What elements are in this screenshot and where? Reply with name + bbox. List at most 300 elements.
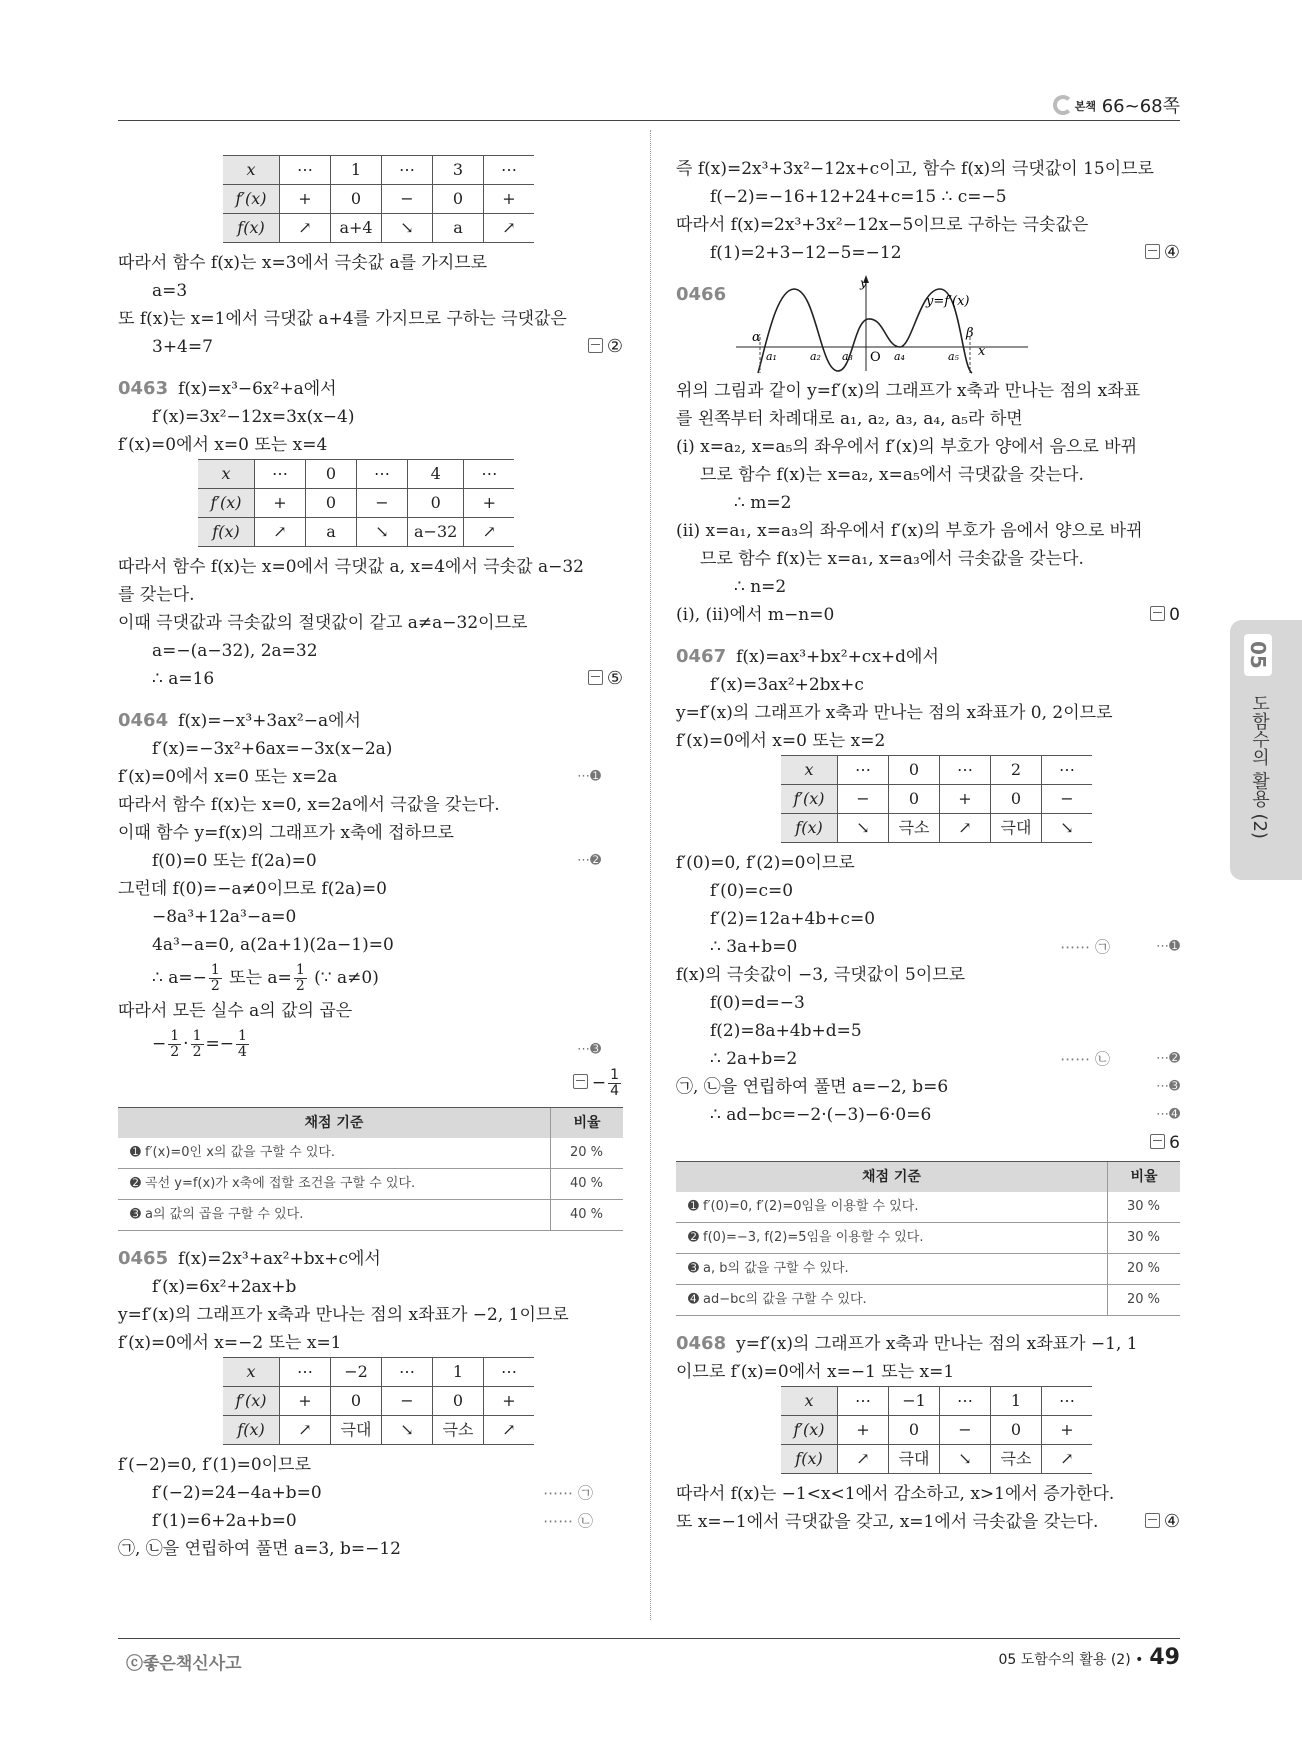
grading-header-criteria: 채점 기준 (118, 1108, 551, 1139)
text-line: f(0)=d=−3 (710, 993, 805, 1013)
equation: f′(−2)=24−4a+b=0 (152, 1483, 322, 1503)
ratio-cell: 30 % (1108, 1223, 1181, 1254)
numerator: 1 (238, 1028, 247, 1044)
table-cell: ⋯ (484, 1358, 535, 1387)
equation: − (152, 1034, 167, 1054)
table-cell: ↗ (484, 214, 535, 243)
table-cell: 3 (433, 156, 484, 185)
table-cell: x (781, 1387, 838, 1416)
text-line (676, 1101, 1180, 1129)
table-cell: f′(x) (781, 1416, 838, 1445)
text-line (118, 665, 623, 693)
table-cell: f′(x) (781, 785, 838, 814)
equation: 또 x=−1에서 극댓값을 갖고, x=1에서 극솟값을 갖는다. (676, 1512, 1099, 1532)
text-line: a=−(a−32), 2a=32 (152, 641, 318, 661)
answer-icon (1145, 1513, 1160, 1528)
problem-number: 0463 (118, 378, 169, 399)
numerator: 1 (192, 1028, 202, 1044)
beta-label: β (966, 326, 974, 341)
origin-label: O (870, 350, 881, 365)
equation: f′(1)=6+2a+b=0 (152, 1511, 297, 1531)
table-cell: 0 (306, 489, 357, 518)
text-line (676, 1508, 1180, 1536)
table-row (781, 1387, 1092, 1416)
table-cell: + (255, 489, 306, 518)
table-row (781, 814, 1092, 843)
textbook-reference (1053, 92, 1180, 118)
answer-value: ④ (1163, 1511, 1180, 1532)
numerator: 1 (295, 962, 305, 978)
table-cell: x (223, 156, 280, 185)
table-cell: f′(x) (198, 489, 255, 518)
right-column (676, 155, 1180, 1536)
numerator: 1 (610, 1066, 619, 1083)
table-cell: ⋯ (382, 1358, 433, 1387)
table-cell: f(x) (781, 1445, 838, 1474)
ref-label: 본책 (1074, 100, 1096, 113)
text-line: 이때 극댓값과 극솟값의 절댓값이 같고 a≠a−32이므로 (118, 613, 528, 633)
ratio-cell: 40 % (551, 1169, 624, 1200)
table-cell: + (940, 785, 991, 814)
variation-table (781, 1386, 1092, 1474)
table-cell: f(x) (223, 214, 280, 243)
table-cell: ↗ (484, 1416, 535, 1445)
denominator: 2 (210, 978, 220, 994)
criteria-cell: ➋ f(0)=−3, f(2)=5임을 이용할 수 있다. (676, 1223, 1108, 1254)
table-row (223, 156, 534, 185)
table-cell: 0 (991, 1416, 1042, 1445)
criteria-cell: ➌ a의 값의 곱을 구할 수 있다. (118, 1200, 551, 1231)
equation: ㉠, ㉡을 연립하여 풀면 a=−2, b=6 (676, 1077, 949, 1097)
table-cell: ⋯ (940, 756, 991, 785)
root-label: a₃ (842, 350, 853, 363)
text-line: 따라서 f(x)는 −1<x<1에서 감소하고, x>1에서 증가한다. (676, 1484, 1115, 1504)
alpha-label: α (752, 330, 761, 345)
equation: (ⅰ), (ⅱ)에서 m−n=0 (676, 605, 835, 625)
table-cell: 0 (433, 185, 484, 214)
text-line: 따라서 f(x)=2x³+3x²−12x−5이므로 구하는 극솟값은 (676, 215, 1089, 235)
table-cell: ⋯ (280, 1358, 331, 1387)
criteria-cell: ➊ f′(0)=0, f′(2)=0임을 이용할 수 있다. (676, 1192, 1108, 1223)
equation: =− (205, 1034, 234, 1054)
text-line (118, 333, 623, 361)
ratio-cell: 20 % (551, 1138, 624, 1169)
table-row (223, 1358, 534, 1387)
variation-table (223, 155, 534, 243)
variation-table (223, 1357, 534, 1445)
equation: y=f′(x)의 그래프가 x축과 만나는 점의 x좌표가 −1, 1 (736, 1334, 1138, 1354)
table-cell: ↘ (382, 1416, 433, 1445)
equation: f′(x)=0에서 x=0 또는 x=2a (118, 767, 338, 787)
denominator: 2 (295, 978, 305, 994)
table-cell: + (838, 1416, 889, 1445)
problem-number: 0465 (118, 1248, 169, 1269)
reference-arrow-icon (1053, 95, 1073, 115)
answer-icon (1150, 1134, 1165, 1149)
text-line: f(x)의 극솟값이 −3, 극댓값이 5이므로 (676, 965, 966, 985)
equation: ∴ 2a+b=2 (710, 1049, 798, 1069)
table-cell: 1 (991, 1387, 1042, 1416)
table-cell: − (1042, 785, 1093, 814)
table-cell: ↘ (940, 1445, 991, 1474)
answer (588, 333, 623, 361)
table-cell: 0 (331, 1387, 382, 1416)
table-cell: 0 (306, 460, 357, 489)
table-row (198, 489, 514, 518)
root-label: a₂ (810, 350, 821, 363)
equation-marker: ⋯⋯ ㉡ (543, 1512, 593, 1530)
problem-number: 0468 (676, 1333, 727, 1354)
denominator: 2 (170, 1044, 180, 1060)
text-line: f′(−2)=0, f′(1)=0이므로 (118, 1455, 311, 1475)
problem-number: 0467 (676, 646, 727, 667)
fraction (191, 1029, 204, 1060)
table-row (781, 1416, 1092, 1445)
table-cell: f(x) (198, 518, 255, 547)
equation: 3+4=7 (152, 337, 213, 357)
table-cell: + (484, 1387, 535, 1416)
text-line: (ⅰ) x=a₂, x=a₅의 좌우에서 f′(x)의 부호가 양에서 음으로 바뀌 (676, 437, 1138, 457)
table-cell: f(x) (781, 814, 838, 843)
text-line: f′(x)=0에서 x=−2 또는 x=1 (118, 1333, 342, 1353)
table-cell: ⋯ (382, 156, 433, 185)
table-cell: 2 (991, 756, 1042, 785)
table-cell: ↗ (940, 814, 991, 843)
equation: ∴ 3a+b=0 (710, 937, 798, 957)
ratio-cell: 40 % (551, 1200, 624, 1231)
table-row (198, 460, 514, 489)
text-line: 므로 함수 f(x)는 x=a₂, x=a₅에서 극댓값을 갖는다. (700, 465, 1084, 485)
answer-icon (588, 670, 603, 685)
table-cell: 0 (889, 756, 940, 785)
text-line (676, 933, 1180, 961)
answer (1145, 1508, 1180, 1536)
equation-marker: ⋯⋯ ㉠ (543, 1484, 593, 1502)
equation: ∴ a=− (152, 968, 207, 988)
table-cell: ↗ (1042, 1445, 1093, 1474)
table-cell: + (280, 1387, 331, 1416)
problem-header (676, 643, 1180, 671)
criteria-cell: ➋ 곡선 y=f(x)가 x축에 접할 조건을 구할 수 있다. (118, 1169, 551, 1200)
equation: f(x)=2x³+ax²+bx+c에서 (178, 1249, 381, 1269)
text-line: 즉 f(x)=2x³+3x²−12x+c이고, 함수 f(x)의 극댓값이 15이므로 (676, 159, 1154, 179)
text-line: 4a³−a=0, a(2a+1)(2a−1)=0 (152, 935, 394, 955)
variation-table (781, 755, 1092, 843)
table-row (781, 1445, 1092, 1474)
fraction (209, 963, 222, 994)
table-cell: −2 (331, 1358, 382, 1387)
grading-header-ratio: 비율 (1108, 1162, 1181, 1193)
table-cell: + (280, 185, 331, 214)
table-cell: 0 (433, 1387, 484, 1416)
table-cell: 0 (991, 785, 1042, 814)
problem-header (118, 707, 623, 735)
derivative-graph (736, 275, 1036, 375)
table-cell: x (198, 460, 255, 489)
problem-header (118, 375, 623, 403)
table-cell: 1 (331, 156, 382, 185)
text-line: (ⅱ) x=a₁, x=a₃의 좌우에서 f′(x)의 부호가 음에서 양으로 바뀌 (676, 521, 1143, 541)
table-row (223, 185, 534, 214)
equation: f(x)=−x³+3ax²−a에서 (178, 711, 361, 731)
problem-header (676, 1330, 1180, 1358)
table-row (118, 1138, 623, 1169)
text-line: f′(2)=12a+4b+c=0 (710, 909, 876, 929)
answer-icon (1150, 606, 1165, 621)
problem-number: 0464 (118, 710, 169, 731)
page-footer (118, 1638, 1180, 1679)
text-line: 또 f(x)는 x=1에서 극댓값 a+4를 가지므로 구하는 극댓값은 (118, 309, 567, 329)
text-line: f′(x)=−3x²+6ax=−3x(x−2a) (152, 739, 393, 759)
page-number: 49 (1149, 1645, 1180, 1670)
text-line (676, 1045, 1180, 1073)
text-line: 위의 그림과 같이 y=f′(x)의 그래프가 x축과 만나는 점의 x좌표 (676, 381, 1141, 401)
text-line: a=3 (152, 281, 188, 301)
answer-sign: − (591, 1073, 607, 1093)
table-cell: − (382, 185, 433, 214)
text-line: 므로 함수 f(x)는 x=a₁, x=a₃에서 극솟값을 갖는다. (700, 549, 1084, 569)
answer-value: ② (606, 336, 623, 357)
text-line (118, 1063, 623, 1103)
criteria-cell: ➊ f′(x)=0인 x의 값을 구할 수 있다. (118, 1138, 551, 1169)
ratio-cell: 20 % (1108, 1254, 1181, 1285)
table-row (676, 1285, 1180, 1316)
root-label: a₄ (894, 350, 905, 363)
chapter-title: 도함수의 활용 (2) (1249, 694, 1270, 839)
answer-value: 6 (1169, 1133, 1180, 1153)
equation: f(0)=0 또는 f(2a)=0 (152, 851, 317, 871)
text-line: f′(x)=0에서 x=0 또는 x=2 (676, 731, 886, 751)
fraction (236, 1029, 249, 1060)
table-cell: ⋯ (1042, 756, 1093, 785)
step-marker: ⋯➋ (1156, 1051, 1180, 1066)
answer (1150, 1129, 1180, 1157)
text-line: ∴ m=2 (734, 493, 792, 513)
step-marker: ⋯➌ (577, 1042, 601, 1057)
table-row (223, 1387, 534, 1416)
footer-chapter: 05 도함수의 활용 (2) • (998, 1652, 1144, 1668)
table-cell: − (940, 1416, 991, 1445)
text-line: f(2)=8a+4b+d=5 (710, 1021, 862, 1041)
answer (1150, 601, 1180, 629)
text-line: 이므로 f′(x)=0에서 x=−1 또는 x=1 (676, 1362, 955, 1382)
table-cell: 극대 (331, 1416, 382, 1445)
text-line (676, 1073, 1180, 1101)
root-label: a₁ (766, 350, 777, 363)
grading-table (118, 1107, 623, 1231)
table-row (198, 518, 514, 547)
text-line (676, 1129, 1180, 1157)
text-line: 그런데 f(0)=−a≠0이므로 f(2a)=0 (118, 879, 387, 899)
text-line: 따라서 함수 f(x)는 x=3에서 극솟값 a를 가지므로 (118, 253, 488, 273)
problem-number: 0466 (676, 284, 727, 305)
fraction (294, 963, 307, 994)
equation: f(x)=x³−6x²+a에서 (178, 379, 337, 399)
text-line: f′(0)=c=0 (710, 881, 794, 901)
variation-table (198, 459, 514, 547)
equation: (∵ a≠0) (314, 968, 379, 988)
table-cell: + (1042, 1416, 1093, 1445)
text-line: f′(x)=6x²+2ax+b (152, 1277, 297, 1297)
text-line: ∴ n=2 (734, 577, 787, 597)
text-line (118, 763, 623, 791)
table-cell: 1 (433, 1358, 484, 1387)
equation-marker: ⋯⋯ ㉠ (1060, 938, 1110, 956)
step-marker: ⋯➊ (577, 769, 601, 784)
answer-icon (573, 1074, 588, 1089)
step-marker: ⋯➌ (1156, 1079, 1180, 1094)
table-cell: ⋯ (357, 460, 408, 489)
fraction (168, 1029, 181, 1060)
page-info (999, 1645, 1180, 1670)
ref-pages: 66~68쪽 (1101, 96, 1180, 117)
left-column (118, 155, 623, 1563)
equation: ∴ ad−bc=−2·(−3)−6·0=6 (710, 1105, 932, 1125)
text-line: ㉠, ㉡을 연립하여 풀면 a=3, b=−12 (118, 1539, 401, 1559)
table-cell: ↘ (1042, 814, 1093, 843)
column-divider (650, 130, 651, 1620)
text-line: y=f′(x)의 그래프가 x축과 만나는 점의 x좌표가 −2, 1이므로 (118, 1305, 569, 1325)
table-cell: ↗ (464, 518, 515, 547)
answer-icon (588, 338, 603, 353)
denominator: 4 (610, 1082, 619, 1099)
text-line: 를 왼쪽부터 차례대로 a₁, a₂, a₃, a₄, a₅라 하면 (676, 409, 1023, 429)
equation: f(x)=ax³+bx²+cx+d에서 (736, 647, 939, 667)
table-cell: a (306, 518, 357, 547)
text-line: 를 갖는다. (118, 585, 195, 605)
table-cell: ⋯ (838, 1387, 889, 1416)
answer (588, 665, 623, 693)
chapter-number: 05 (1244, 634, 1272, 676)
grading-header-criteria: 채점 기준 (676, 1162, 1108, 1193)
text-line (676, 239, 1180, 267)
table-cell: 극소 (889, 814, 940, 843)
text-line: f′(x)=3ax²+2bx+c (710, 675, 864, 695)
text-line (118, 1479, 623, 1507)
equation: f(1)=2+3−12−5=−12 (710, 243, 902, 263)
table-cell: ↗ (280, 214, 331, 243)
table-cell: ⋯ (464, 460, 515, 489)
table-cell: ↘ (382, 214, 433, 243)
x-label: x (978, 344, 986, 359)
text-line: f′(x)=3x²−12x=3x(x−4) (152, 407, 355, 427)
table-cell: ↗ (255, 518, 306, 547)
criteria-cell: ➌ a, b의 값을 구할 수 있다. (676, 1254, 1108, 1285)
table-cell: 0 (889, 1416, 940, 1445)
table-cell: + (464, 489, 515, 518)
table-cell: f′(x) (223, 185, 280, 214)
text-line: 이때 함수 y=f(x)의 그래프가 x축에 접하므로 (118, 823, 454, 843)
table-cell: 극대 (991, 814, 1042, 843)
text-line (118, 959, 623, 997)
table-cell: ⋯ (484, 156, 535, 185)
denominator: 2 (192, 1044, 202, 1060)
table-cell: − (357, 489, 408, 518)
table-row (118, 1200, 623, 1231)
text-line: y=f′(x)의 그래프가 x축과 만나는 점의 x좌표가 0, 2이므로 (676, 703, 1113, 723)
text-line: 따라서 모든 실수 a의 값의 곱은 (118, 1001, 353, 1021)
equation: 또는 a= (229, 968, 292, 988)
table-cell: ↘ (838, 814, 889, 843)
problem-header (676, 276, 1180, 377)
table-cell: x (781, 756, 838, 785)
equation: ∴ a=16 (152, 669, 215, 689)
table-row (223, 1416, 534, 1445)
table-cell: 0 (331, 185, 382, 214)
table-cell: + (484, 185, 535, 214)
table-cell: ⋯ (838, 756, 889, 785)
ratio-cell: 20 % (1108, 1285, 1181, 1316)
table-cell: 극소 (433, 1416, 484, 1445)
y-label: y (860, 276, 867, 290)
text-line: 따라서 함수 f(x)는 x=0, x=2a에서 극값을 갖는다. (118, 795, 500, 815)
fraction (608, 1068, 621, 1099)
table-row (676, 1223, 1180, 1254)
answer (1145, 239, 1180, 267)
table-cell: 극소 (991, 1445, 1042, 1474)
table-cell: − (838, 785, 889, 814)
table-cell: ↘ (357, 518, 408, 547)
table-cell: a (433, 214, 484, 243)
table-cell: x (223, 1358, 280, 1387)
step-marker: ⋯➋ (577, 853, 601, 868)
publisher-logo: ⓒ좋은책신사고 (126, 1654, 242, 1674)
table-cell: ↗ (838, 1445, 889, 1474)
text-line: 따라서 함수 f(x)는 x=0에서 극댓값 a, x=4에서 극솟값 a−32 (118, 557, 584, 577)
table-row (118, 1169, 623, 1200)
step-marker: ⋯➍ (1156, 1107, 1180, 1122)
page-header (118, 92, 1180, 121)
table-cell: ⋯ (255, 460, 306, 489)
table-cell: a+4 (331, 214, 382, 243)
grading-header-ratio: 비율 (551, 1108, 624, 1139)
table-row (781, 756, 1092, 785)
table-cell: f′(x) (223, 1387, 280, 1416)
table-cell: ⋯ (940, 1387, 991, 1416)
numerator: 1 (210, 962, 220, 978)
chapter-side-tab[interactable] (1230, 620, 1302, 880)
answer-icon (1145, 244, 1160, 259)
answer-value: ④ (1163, 242, 1180, 263)
text-line (118, 1507, 623, 1535)
table-cell: ↗ (280, 1416, 331, 1445)
text-line: f′(0)=0, f′(2)=0이므로 (676, 853, 855, 873)
table-cell: 극대 (889, 1445, 940, 1474)
table-cell: −1 (889, 1387, 940, 1416)
table-row (781, 785, 1092, 814)
ratio-cell: 30 % (1108, 1192, 1181, 1223)
text-line: −8a³+12a³−a=0 (152, 907, 297, 927)
text-line (118, 1025, 623, 1063)
denominator: 4 (238, 1044, 247, 1060)
text-line: f(−2)=−16+12+24+c=15 ∴ c=−5 (710, 187, 1007, 207)
text-line (676, 601, 1180, 629)
table-row (676, 1254, 1180, 1285)
table-cell: 0 (408, 489, 464, 518)
table-cell: ⋯ (1042, 1387, 1093, 1416)
equation: · (183, 1034, 189, 1054)
table-row (223, 214, 534, 243)
curve-label: y=f′(x) (926, 294, 970, 309)
problem-header (118, 1245, 623, 1273)
table-cell: f(x) (223, 1416, 280, 1445)
table-cell: 4 (408, 460, 464, 489)
equation-marker: ⋯⋯ ㉡ (1060, 1050, 1110, 1068)
table-cell: − (382, 1387, 433, 1416)
table-cell: a−32 (408, 518, 464, 547)
answer-value: ⑤ (606, 668, 623, 689)
text-line (118, 847, 623, 875)
